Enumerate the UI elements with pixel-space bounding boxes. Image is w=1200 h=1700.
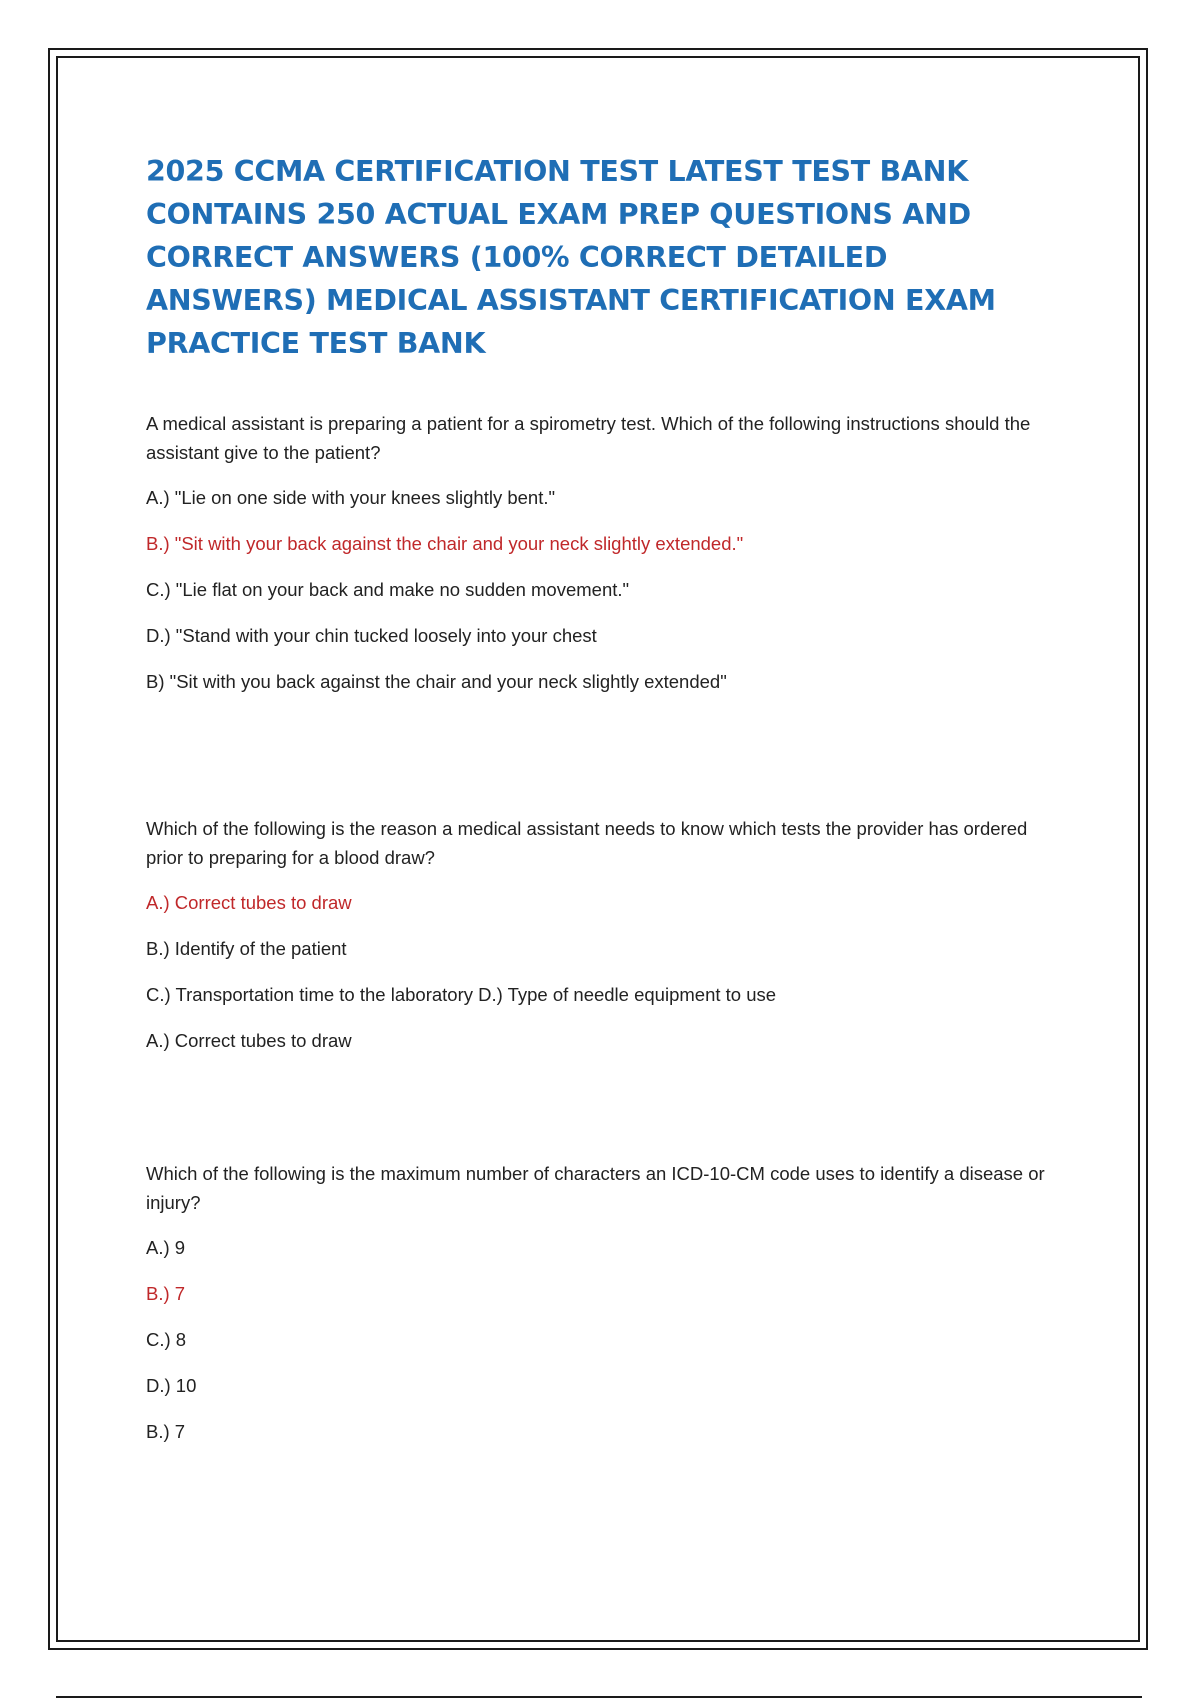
option-a-correct: A.) Correct tubes to draw bbox=[146, 892, 352, 913]
option-b-correct: B.) 7 bbox=[146, 1283, 186, 1304]
page-content bbox=[146, 150, 1056, 1446]
question-3 bbox=[146, 1159, 1056, 1446]
option-c: C.) "Lie flat on your back and make no sudden movement." bbox=[146, 579, 630, 600]
question-text: Which of the following is the reason a medical assistant needs to know which tests the provider has ordered prior to preparing for a blood draw? bbox=[146, 818, 1028, 868]
option-b-correct: B.) "Sit with your back against the chair and your neck slightly extended." bbox=[146, 533, 744, 554]
answer-key: B.) 7 bbox=[146, 1421, 186, 1442]
option-c-d: C.) Transportation time to the laboratory D.) Type of needle equipment to use bbox=[146, 984, 777, 1005]
question-2 bbox=[146, 814, 1056, 1055]
question-text: A medical assistant is preparing a patient for a spirometry test. Which of the following instructions should the assistant give to the patient? bbox=[146, 413, 1031, 463]
option-d: D.) 10 bbox=[146, 1375, 197, 1396]
option-c: C.) 8 bbox=[146, 1329, 187, 1350]
question-1 bbox=[146, 409, 1056, 696]
document-title: 2025 CCMA CERTIFICATION TEST LATEST TEST BANK CONTAINS 250 ACTUAL EXAM PREP QUESTIONS AND CORRECT ANSWERS (100% CORRECT DETAILED ANSWERS) MEDICAL ASSISTANT CERTIFICATION EXAM PRACTICE TEST BANK bbox=[146, 155, 996, 360]
option-a: A.) 9 bbox=[146, 1237, 186, 1258]
answer-key: B) "Sit with you back against the chair and your neck slightly extended" bbox=[146, 671, 727, 692]
option-a: A.) "Lie on one side with your knees slightly bent." bbox=[146, 487, 556, 508]
option-d: D.) "Stand with your chin tucked loosely into your chest bbox=[146, 625, 597, 646]
question-text: Which of the following is the maximum number of characters an ICD-10-CM code uses to identify a disease or injury? bbox=[146, 1163, 1045, 1213]
option-b: B.) Identify of the patient bbox=[146, 938, 347, 959]
answer-key: A.) Correct tubes to draw bbox=[146, 1030, 352, 1051]
footer-divider bbox=[56, 1696, 1142, 1698]
